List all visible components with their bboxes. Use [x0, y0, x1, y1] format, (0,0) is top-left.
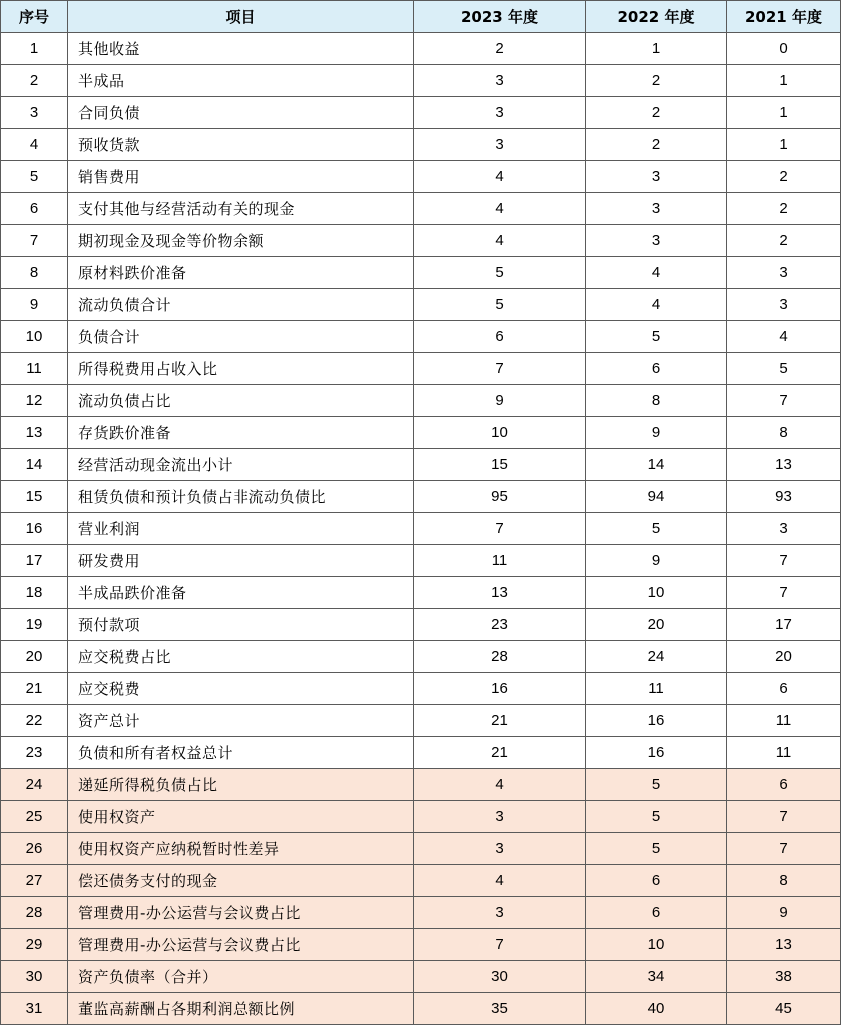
table-row	[1, 129, 841, 161]
row-index: 20	[1, 641, 68, 673]
header-index: 序号	[1, 1, 68, 33]
table-row	[1, 353, 841, 385]
row-value-2023: 4	[414, 225, 586, 257]
row-value-2022: 40	[586, 993, 727, 1025]
table-row	[1, 897, 841, 929]
row-value-2023: 9	[414, 385, 586, 417]
row-value-2021: 4	[727, 321, 841, 353]
row-value-2021: 11	[727, 705, 841, 737]
row-index: 25	[1, 801, 68, 833]
row-value-2021: 6	[727, 673, 841, 705]
row-value-2022: 5	[586, 833, 727, 865]
row-value-2022: 24	[586, 641, 727, 673]
row-value-2022: 6	[586, 897, 727, 929]
row-value-2023: 3	[414, 65, 586, 97]
row-index: 1	[1, 33, 68, 65]
row-value-2021: 93	[727, 481, 841, 513]
row-item: 董监高薪酬占各期利润总额比例	[68, 993, 414, 1025]
row-value-2023: 21	[414, 737, 586, 769]
table-row	[1, 833, 841, 865]
row-item: 租赁负债和预计负债占非流动负债比	[68, 481, 414, 513]
row-index: 5	[1, 161, 68, 193]
table-row	[1, 65, 841, 97]
row-value-2021: 1	[727, 65, 841, 97]
row-value-2022: 5	[586, 801, 727, 833]
table-row	[1, 705, 841, 737]
table-row	[1, 97, 841, 129]
row-value-2021: 7	[727, 385, 841, 417]
row-value-2023: 3	[414, 129, 586, 161]
row-value-2021: 8	[727, 865, 841, 897]
table-row	[1, 417, 841, 449]
row-index: 27	[1, 865, 68, 897]
row-index: 2	[1, 65, 68, 97]
table-row	[1, 961, 841, 993]
table-row	[1, 545, 841, 577]
table-body	[1, 33, 841, 1025]
row-value-2023: 15	[414, 449, 586, 481]
table-row	[1, 513, 841, 545]
row-value-2022: 9	[586, 417, 727, 449]
row-index: 30	[1, 961, 68, 993]
row-value-2021: 8	[727, 417, 841, 449]
table-row	[1, 609, 841, 641]
table-row	[1, 161, 841, 193]
row-value-2021: 3	[727, 257, 841, 289]
table-row	[1, 769, 841, 801]
row-value-2022: 10	[586, 929, 727, 961]
row-value-2023: 2	[414, 33, 586, 65]
row-value-2021: 3	[727, 513, 841, 545]
table-row	[1, 193, 841, 225]
row-item: 预付款项	[68, 609, 414, 641]
row-index: 10	[1, 321, 68, 353]
row-value-2022: 16	[586, 737, 727, 769]
row-value-2022: 4	[586, 289, 727, 321]
row-value-2023: 7	[414, 929, 586, 961]
row-item: 原材料跌价准备	[68, 257, 414, 289]
row-value-2022: 8	[586, 385, 727, 417]
row-index: 17	[1, 545, 68, 577]
row-index: 16	[1, 513, 68, 545]
row-item: 管理费用-办公运营与会议费占比	[68, 897, 414, 929]
table-row	[1, 865, 841, 897]
row-item: 流动负债占比	[68, 385, 414, 417]
row-value-2023: 30	[414, 961, 586, 993]
row-item: 经营活动现金流出小计	[68, 449, 414, 481]
row-item: 存货跌价准备	[68, 417, 414, 449]
row-item: 偿还债务支付的现金	[68, 865, 414, 897]
row-value-2021: 7	[727, 833, 841, 865]
row-value-2021: 6	[727, 769, 841, 801]
row-value-2021: 38	[727, 961, 841, 993]
row-value-2021: 1	[727, 97, 841, 129]
row-index: 23	[1, 737, 68, 769]
header-2021: 2021 年度	[727, 1, 841, 33]
row-item: 期初现金及现金等价物余额	[68, 225, 414, 257]
row-item: 所得税费用占收入比	[68, 353, 414, 385]
row-index: 13	[1, 417, 68, 449]
table-row	[1, 737, 841, 769]
row-item: 负债和所有者权益总计	[68, 737, 414, 769]
row-value-2022: 2	[586, 129, 727, 161]
row-value-2022: 5	[586, 321, 727, 353]
row-value-2022: 9	[586, 545, 727, 577]
row-index: 15	[1, 481, 68, 513]
row-index: 29	[1, 929, 68, 961]
row-index: 11	[1, 353, 68, 385]
row-item: 营业利润	[68, 513, 414, 545]
row-value-2021: 9	[727, 897, 841, 929]
row-index: 14	[1, 449, 68, 481]
row-value-2021: 1	[727, 129, 841, 161]
row-item: 支付其他与经营活动有关的现金	[68, 193, 414, 225]
row-value-2022: 16	[586, 705, 727, 737]
row-value-2021: 45	[727, 993, 841, 1025]
row-index: 21	[1, 673, 68, 705]
row-value-2021: 2	[727, 193, 841, 225]
row-value-2023: 4	[414, 865, 586, 897]
row-value-2021: 17	[727, 609, 841, 641]
row-value-2022: 10	[586, 577, 727, 609]
row-value-2021: 11	[727, 737, 841, 769]
header-2022: 2022 年度	[586, 1, 727, 33]
row-value-2023: 16	[414, 673, 586, 705]
row-value-2022: 94	[586, 481, 727, 513]
row-item: 使用权资产	[68, 801, 414, 833]
row-value-2023: 28	[414, 641, 586, 673]
row-item: 研发费用	[68, 545, 414, 577]
row-value-2023: 7	[414, 513, 586, 545]
row-item: 资产总计	[68, 705, 414, 737]
table-row	[1, 481, 841, 513]
row-value-2021: 0	[727, 33, 841, 65]
row-value-2021: 13	[727, 929, 841, 961]
row-item: 应交税费占比	[68, 641, 414, 673]
table-row	[1, 673, 841, 705]
header-2023: 2023 年度	[414, 1, 586, 33]
row-value-2021: 20	[727, 641, 841, 673]
row-value-2022: 14	[586, 449, 727, 481]
row-value-2023: 11	[414, 545, 586, 577]
row-value-2022: 1	[586, 33, 727, 65]
row-item: 使用权资产应纳税暂时性差异	[68, 833, 414, 865]
row-item: 管理费用-办公运营与会议费占比	[68, 929, 414, 961]
row-item: 预收货款	[68, 129, 414, 161]
row-index: 28	[1, 897, 68, 929]
row-value-2021: 3	[727, 289, 841, 321]
row-value-2021: 7	[727, 801, 841, 833]
row-index: 31	[1, 993, 68, 1025]
row-value-2022: 6	[586, 353, 727, 385]
row-value-2021: 2	[727, 161, 841, 193]
table-row	[1, 449, 841, 481]
row-value-2023: 4	[414, 193, 586, 225]
row-value-2022: 2	[586, 65, 727, 97]
row-item: 应交税费	[68, 673, 414, 705]
row-value-2023: 13	[414, 577, 586, 609]
row-index: 4	[1, 129, 68, 161]
table-row	[1, 385, 841, 417]
table-row	[1, 993, 841, 1025]
row-value-2023: 21	[414, 705, 586, 737]
row-value-2021: 13	[727, 449, 841, 481]
row-value-2023: 3	[414, 833, 586, 865]
row-index: 26	[1, 833, 68, 865]
row-index: 9	[1, 289, 68, 321]
row-value-2023: 95	[414, 481, 586, 513]
row-value-2021: 7	[727, 545, 841, 577]
row-value-2022: 5	[586, 769, 727, 801]
row-value-2022: 3	[586, 193, 727, 225]
row-item: 负债合计	[68, 321, 414, 353]
row-item: 资产负债率（合并）	[68, 961, 414, 993]
table-row	[1, 257, 841, 289]
header-row	[1, 1, 841, 33]
row-value-2023: 4	[414, 769, 586, 801]
row-value-2022: 4	[586, 257, 727, 289]
row-value-2023: 3	[414, 97, 586, 129]
row-value-2021: 7	[727, 577, 841, 609]
row-value-2021: 5	[727, 353, 841, 385]
row-item: 半成品跌价准备	[68, 577, 414, 609]
table-row	[1, 801, 841, 833]
row-index: 3	[1, 97, 68, 129]
row-index: 8	[1, 257, 68, 289]
table-row	[1, 577, 841, 609]
row-value-2023: 6	[414, 321, 586, 353]
row-value-2022: 11	[586, 673, 727, 705]
row-item: 销售费用	[68, 161, 414, 193]
row-item: 递延所得税负债占比	[68, 769, 414, 801]
header-item: 项目	[68, 1, 414, 33]
table-row	[1, 641, 841, 673]
row-value-2022: 2	[586, 97, 727, 129]
table-row	[1, 321, 841, 353]
row-index: 18	[1, 577, 68, 609]
row-value-2023: 10	[414, 417, 586, 449]
row-value-2023: 7	[414, 353, 586, 385]
row-value-2023: 5	[414, 257, 586, 289]
row-index: 7	[1, 225, 68, 257]
row-value-2023: 3	[414, 801, 586, 833]
row-value-2022: 5	[586, 513, 727, 545]
row-value-2023: 4	[414, 161, 586, 193]
row-item: 流动负债合计	[68, 289, 414, 321]
row-value-2023: 23	[414, 609, 586, 641]
row-value-2022: 3	[586, 161, 727, 193]
table-row	[1, 33, 841, 65]
row-index: 12	[1, 385, 68, 417]
row-value-2023: 5	[414, 289, 586, 321]
table-row	[1, 929, 841, 961]
row-value-2023: 35	[414, 993, 586, 1025]
row-value-2022: 3	[586, 225, 727, 257]
row-item: 合同负债	[68, 97, 414, 129]
row-index: 24	[1, 769, 68, 801]
row-value-2022: 6	[586, 865, 727, 897]
row-index: 19	[1, 609, 68, 641]
row-value-2021: 2	[727, 225, 841, 257]
row-item: 其他收益	[68, 33, 414, 65]
row-index: 22	[1, 705, 68, 737]
row-value-2023: 3	[414, 897, 586, 929]
row-value-2022: 34	[586, 961, 727, 993]
row-value-2022: 20	[586, 609, 727, 641]
row-index: 6	[1, 193, 68, 225]
row-item: 半成品	[68, 65, 414, 97]
table-row	[1, 225, 841, 257]
table-row	[1, 289, 841, 321]
